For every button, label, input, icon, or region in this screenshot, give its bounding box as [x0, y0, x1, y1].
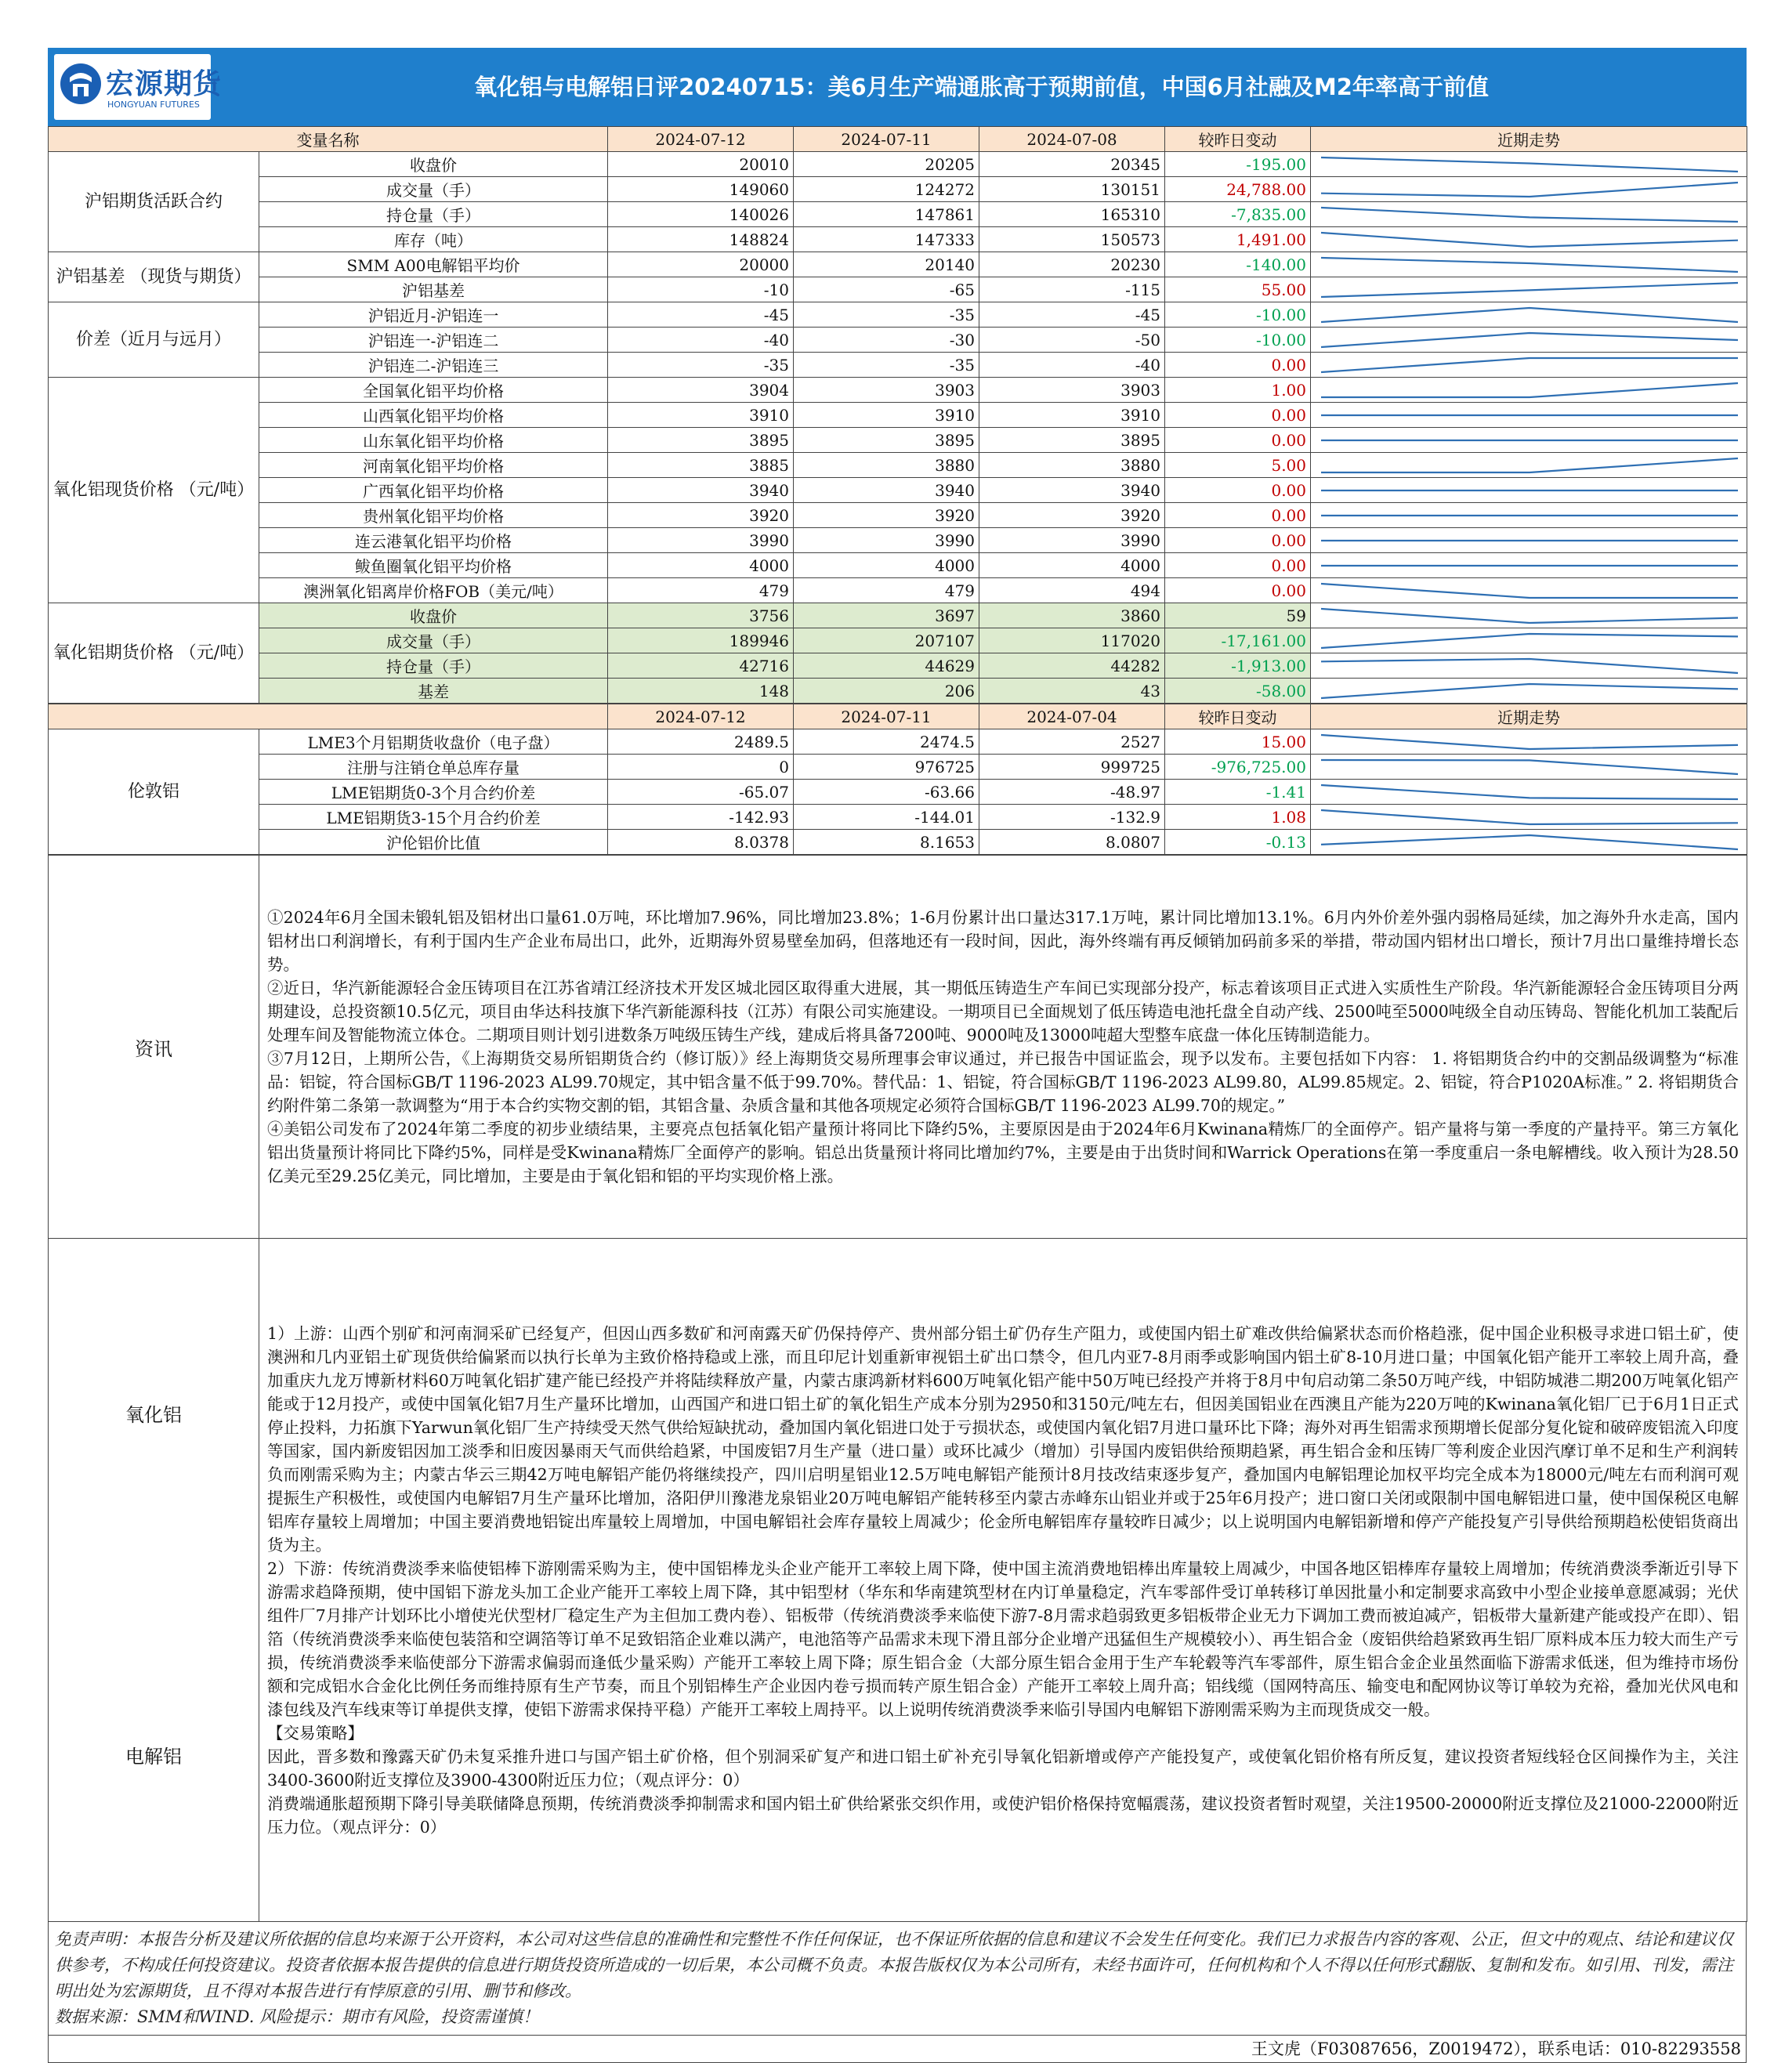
- value-d3: 165310: [979, 202, 1165, 227]
- header-date-2: 2024-07-11: [794, 704, 979, 729]
- aluminium-label: 电解铝: [125, 1746, 182, 1768]
- value-d1: 3940: [608, 478, 794, 503]
- sparkline-chart: [1315, 430, 1744, 451]
- logo-emblem-icon: [59, 62, 103, 106]
- value-d1: -142.93: [608, 805, 794, 830]
- change-value: 0.00: [1165, 528, 1311, 553]
- sparkline-chart: [1315, 832, 1744, 852]
- header-date-1: 2024-07-12: [608, 704, 794, 729]
- value-d2: 976725: [794, 755, 979, 780]
- value-d2: -65: [794, 277, 979, 302]
- news-paragraph: ②近日，华汽新能源轻合金压铸项目在江苏省靖江经济技术开发区城北园区取得重大进展，其一期低压铸造生产车间已实现部分投产，标志着该项目正式进入实质性生产阶段。华汽新能源轻合金压铸项目分两期建设，总投资额10.5亿元，项目由华达科技旗下华汽新能源科技（江苏）有限公司实施建设。一期项目已全面规划了低压铸造电池托盘全自动产线、2500吨至5000吨级全自动压铸岛、智能化机加工装配后处理车间及智能物流立体仓。二期项目则计划引进数条万吨级压铸生产线，建成后将具备7200吨、9000吨及13000吨超大型整车底盘一体化压铸制造能力。: [267, 979, 1739, 1044]
- metric-name: 基差: [259, 679, 608, 704]
- value-d2: 3990: [794, 528, 979, 553]
- group-label: 氧化铝期货价格 （元/吨）: [49, 603, 259, 704]
- sparkline-chart: [1315, 455, 1744, 476]
- sparkline-path: [1321, 609, 1738, 623]
- value-d1: 148824: [608, 227, 794, 252]
- sparkline-path: [1321, 835, 1738, 849]
- value-d1: 479: [608, 578, 794, 603]
- value-d3: 3940: [979, 478, 1165, 503]
- table-row: [49, 805, 1747, 830]
- change-value: 59: [1165, 603, 1311, 628]
- table-row: [49, 453, 1747, 478]
- table-header-row: [49, 127, 1747, 152]
- sparkline-chart: [1315, 179, 1744, 200]
- value-d2: -35: [794, 353, 979, 378]
- trend-sparkline: [1311, 780, 1747, 805]
- trend-sparkline: [1311, 353, 1747, 378]
- value-d3: 4000: [979, 553, 1165, 578]
- value-d3: 20230: [979, 252, 1165, 277]
- trend-sparkline: [1311, 578, 1747, 603]
- sparkline-path: [1321, 659, 1738, 673]
- lme-data-table: [48, 704, 1747, 855]
- value-d2: 3903: [794, 378, 979, 403]
- trend-sparkline: [1311, 428, 1747, 453]
- value-d1: 42716: [608, 653, 794, 679]
- table-row: [49, 403, 1747, 428]
- value-d2: -63.66: [794, 780, 979, 805]
- value-d2: 3910: [794, 403, 979, 428]
- table-row: [49, 503, 1747, 528]
- sparkline-chart: [1315, 581, 1744, 601]
- analyst-contact: 王文虎（F03087656，Z0019472），联系电话：010-82293558: [48, 2036, 1747, 2063]
- value-d1: -10: [608, 277, 794, 302]
- sparkline-chart: [1315, 757, 1744, 777]
- value-d2: 3920: [794, 503, 979, 528]
- value-d3: -40: [979, 353, 1165, 378]
- value-d2: 3697: [794, 603, 979, 628]
- value-d3: 3920: [979, 503, 1165, 528]
- alumina-label: 氧化铝: [49, 1239, 259, 1592]
- value-d3: -45: [979, 302, 1165, 328]
- metric-name: 成交量（手）: [259, 628, 608, 653]
- change-value: 5.00: [1165, 453, 1311, 478]
- sparkline-chart: [1315, 405, 1744, 425]
- trend-sparkline: [1311, 328, 1747, 353]
- logo-text-cn: 宏源期货: [106, 68, 223, 100]
- change-value: 0.00: [1165, 578, 1311, 603]
- value-d1: -40: [608, 328, 794, 353]
- group-label: 伦敦铝: [49, 729, 259, 855]
- metric-name: 收盘价: [259, 152, 608, 177]
- value-d3: 117020: [979, 628, 1165, 653]
- value-d3: 44282: [979, 653, 1165, 679]
- value-d3: -132.9: [979, 805, 1165, 830]
- upstream-paragraph: 1）上游：山西个别矿和河南洞采矿已经复产，但因山西多数矿和河南露天矿仍保持停产、贵州部分铝土矿仍存生产阻力，或使国内铝土矿难改供给偏紧状态而价格趋涨，促中国企业积极寻求进口铝土矿，使澳洲和几内亚铝土矿现货供给偏紧而以执行长单为主致价格持稳或上涨，而且印尼计划重新审视铝土矿出口禁令，但几内亚7-8月雨季或影响国内铝土矿8-10月进口量；中国氧化铝产能开工率较上周升高，叠加重庆九龙万博新材料60万吨氧化铝扩建产能已经投产并将陆续释放产量，内蒙古康鸿新材料600万吨氧化铝产能中50万吨已经投产并将于8月中旬启动第二条50万吨产线，中铝防城港二期200万吨氧化铝产能或于12月投产，或使中国氧化铝7月生产量环比增加，山西国产和进口铝土矿的氧化铝生产成本分别为2950和3150元/吨左右，但因美国铝业在西澳且产能为220万吨的Kwinana氧化铝厂已于6月1日正式停止投料，力拓旗下Yarwun氧化铝厂生产持续受天然气供给短缺扰动，叠加国内氧化铝进口处于亏损状态，或使国内氧化铝7月进口量环比下降；海外对再生铝需求预期增长促部分复化锭和破碎废铝流入印度等国家，国内新废铝因加工淡季和旧废因暴雨天气而供给趋紧，中国废铝7月生产量（进口量）或环比减少（增加）引导国内废铝供给预期趋紧，再生铝合金和压铸厂等利废企业因汽摩订单不足和生产利润转负而刚需采购为主；内蒙古华云三期42万吨电解铝产能仍将继续投产，四川启明星铝业12.5万吨电解铝产能预计8月技改结束逐步复产，叠加国内电解铝理论加权平均完全成本为18000元/吨左右而利润可观提振生产积极性，或使国内电解铝7月生产量环比增加，洛阳伊川豫港龙泉铝业20万吨电解铝产能转移至内蒙古赤峰东山铝业并或于25年6月投产；进口窗口关闭或限制中国电解铝进口量，使中国保税区电解铝库存量较上周增加；中国主要消费地铝锭出库量较上周增加，中国电解铝社会库存量较上周减少；伦金所电解铝库存量较昨日减少；以上说明国内电解铝新增和停产产能投复产引导供给预期趋松使铝货商出货为主。: [267, 1323, 1739, 1554]
- change-value: -195.00: [1165, 152, 1311, 177]
- sparkline-chart: [1315, 480, 1744, 501]
- value-d2: 147333: [794, 227, 979, 252]
- value-d3: 43: [979, 679, 1165, 704]
- change-value: 0.00: [1165, 403, 1311, 428]
- value-d3: 130151: [979, 177, 1165, 202]
- header-date-3: 2024-07-08: [979, 127, 1165, 152]
- value-d3: 494: [979, 578, 1165, 603]
- header-trend: 近期走势: [1311, 704, 1747, 729]
- sparkline-path: [1321, 584, 1738, 598]
- value-d1: -65.07: [608, 780, 794, 805]
- table-row: [49, 603, 1747, 628]
- value-d1: -45: [608, 302, 794, 328]
- change-value: 1.08: [1165, 805, 1311, 830]
- value-d1: 3990: [608, 528, 794, 553]
- value-d1: 3756: [608, 603, 794, 628]
- metric-name: 山西氧化铝平均价格: [259, 403, 608, 428]
- value-d2: -30: [794, 328, 979, 353]
- header-name: 变量名称: [49, 127, 608, 152]
- table-row: [49, 653, 1747, 679]
- table-row: [49, 780, 1747, 805]
- value-d2: 147861: [794, 202, 979, 227]
- trend-sparkline: [1311, 252, 1747, 277]
- group-label: 氧化铝现货价格 （元/吨）: [49, 378, 259, 603]
- trend-sparkline: [1311, 553, 1747, 578]
- report-title: 氧化铝与电解铝日评20240715：美6月生产端通胀高于预期前值，中国6月社融及M2年率高于前值: [474, 74, 1489, 100]
- metric-name: 库存（吨）: [259, 227, 608, 252]
- metric-name: 收盘价: [259, 603, 608, 628]
- value-d1: 3904: [608, 378, 794, 403]
- sparkline-chart: [1315, 732, 1744, 752]
- header-trend: 近期走势: [1311, 127, 1747, 152]
- value-d3: 999725: [979, 755, 1165, 780]
- metric-name: 持仓量（手）: [259, 202, 608, 227]
- table-row: [49, 478, 1747, 503]
- change-value: -1.41: [1165, 780, 1311, 805]
- table-row: [49, 830, 1747, 855]
- metric-name: 山东氧化铝平均价格: [259, 428, 608, 453]
- trend-sparkline: [1311, 805, 1747, 830]
- metric-name: 沪铝连一-沪铝连二: [259, 328, 608, 353]
- value-d1: 3920: [608, 503, 794, 528]
- value-d2: 3940: [794, 478, 979, 503]
- data-source-text: 数据来源：SMM和WIND. 风险提示：期市有风险，投资需谨慎！: [55, 2007, 540, 2026]
- commentary-table: [48, 855, 1747, 1922]
- header-date-1: 2024-07-12: [608, 127, 794, 152]
- table-row: [49, 353, 1747, 378]
- value-d2: 20140: [794, 252, 979, 277]
- change-value: 1,491.00: [1165, 227, 1311, 252]
- change-value: -10.00: [1165, 302, 1311, 328]
- trend-sparkline: [1311, 152, 1747, 177]
- trend-sparkline: [1311, 403, 1747, 428]
- trend-sparkline: [1311, 478, 1747, 503]
- trend-sparkline: [1311, 453, 1747, 478]
- trend-sparkline: [1311, 628, 1747, 653]
- metric-name: 沪铝基差: [259, 277, 608, 302]
- sparkline-chart: [1315, 681, 1744, 701]
- change-value: 0.00: [1165, 503, 1311, 528]
- trend-sparkline: [1311, 830, 1747, 855]
- table-row: [49, 277, 1747, 302]
- sparkline-path: [1321, 308, 1738, 322]
- sparkline-path: [1321, 157, 1738, 172]
- sparkline-chart: [1315, 204, 1744, 225]
- change-value: 15.00: [1165, 729, 1311, 755]
- value-d3: 3910: [979, 403, 1165, 428]
- value-d1: 0: [608, 755, 794, 780]
- group-label: 沪铝期货活跃合约: [49, 152, 259, 252]
- sparkline-path: [1321, 183, 1738, 197]
- sparkline-path: [1321, 283, 1738, 297]
- sparkline-chart: [1315, 656, 1744, 676]
- value-d2: 124272: [794, 177, 979, 202]
- change-value: 0.00: [1165, 553, 1311, 578]
- trend-sparkline: [1311, 729, 1747, 755]
- table-row: [49, 729, 1747, 755]
- change-value: 55.00: [1165, 277, 1311, 302]
- header-date-3: 2024-07-04: [979, 704, 1165, 729]
- value-d3: -115: [979, 277, 1165, 302]
- news-paragraph: ④美铝公司发布了2024年第二季度的初步业绩结果，主要亮点包括氧化铝产量预计将同比下降约5%，主要原因是由于2024年6月Kwinana精炼厂的全面停产。铝产量将与第一季度的产量持平。第三方氧化铝出货量预计将同比下降约5%，同样是受Kwinana精炼厂全面停产的影响。铝总出货量预计将同比增加约7%，主要是由于出货时间和Warrick Operations在第一季度重启一条电解槽线。收入预计为28.50亿美元至29.25亿美元，同比增加，主要是由于氧化铝和铝的平均实现价格上涨。: [267, 1120, 1739, 1185]
- metric-name: 鲅鱼圈氧化铝平均价格: [259, 553, 608, 578]
- sparkline-path: [1321, 735, 1738, 749]
- metric-name: 注册与注销仓单总库存量: [259, 755, 608, 780]
- table-row: [49, 252, 1747, 277]
- news-body: [259, 856, 1747, 1239]
- trend-sparkline: [1311, 378, 1747, 403]
- metric-name: 成交量（手）: [259, 177, 608, 202]
- change-value: -7,835.00: [1165, 202, 1311, 227]
- sparkline-chart: [1315, 330, 1744, 350]
- value-d1: 189946: [608, 628, 794, 653]
- table-row: [49, 177, 1747, 202]
- trend-sparkline: [1311, 755, 1747, 780]
- value-d1: 140026: [608, 202, 794, 227]
- change-value: -58.00: [1165, 679, 1311, 704]
- disclaimer-text: 免责声明：本报告分析及建议所依据的信息均来源于公开资料，本公司对这些信息的准确性和完整性不作任何保证，也不保证所依据的信息和建议不会发生任何变化。我们已力求报告内容的客观、公正，但文中的观点、结论和建议仅供参考，不构成任何投资建议。投资者依据本报告提供的信息进行期货投资所造成的一切后果，本公司概不负责。本报告版权仅为本公司所有，未经书面许可，任何机构和个人不得以任何形式翻版、复制和发布。如引用、刊发，需注明出处为宏源期货，且不得对本报告进行有悖原意的引用、删节和修改。: [55, 1930, 1733, 2000]
- strategy-heading: 【交易策略】: [267, 1723, 364, 1743]
- metric-name: LME铝期货0-3个月合约价差: [259, 780, 608, 805]
- sparkline-path: [1321, 458, 1738, 472]
- news-paragraph: ③7月12日，上期所公告，《上海期货交易所铝期货合约（修订版）》经上海期货交易所理事会审议通过，并已报告中国证监会，现予以发布。主要包括如下内容： 1. 将铝期货合约中的交割品级调整为“标准品：铝锭，符合国标GB/T 1196-2023 AL99.70规定，其中铝含量不低于99.70%。替代品：1、铝锭，符合国标GB/T 1196-2023 AL99.80，AL99.85规定。2、铝锭，符合P1020A标准。” 2. 将铝期货合约附件第二条第一款调整为“用于本合约实物交割的铝，其铝含量、杂质含量和其他各项规定必须符合国标GB/T 1196-2023 AL99.70的规定。”: [267, 1049, 1739, 1115]
- value-d1: 3885: [608, 453, 794, 478]
- sparkline-chart: [1315, 505, 1744, 526]
- sparkline-path: [1321, 785, 1738, 799]
- table-row: [49, 528, 1747, 553]
- table-row: [49, 428, 1747, 453]
- metric-name: 沪伦铝价比值: [259, 830, 608, 855]
- sparkline-chart: [1315, 230, 1744, 250]
- header-name: [49, 704, 608, 729]
- news-row: [49, 856, 1747, 1239]
- sparkline-path: [1321, 258, 1738, 272]
- value-d2: -35: [794, 302, 979, 328]
- value-d2: 206: [794, 679, 979, 704]
- change-value: -976,725.00: [1165, 755, 1311, 780]
- change-value: -1,913.00: [1165, 653, 1311, 679]
- metric-name: 河南氧化铝平均价格: [259, 453, 608, 478]
- trend-sparkline: [1311, 227, 1747, 252]
- metric-name: 澳洲氧化铝离岸价格FOB（美元/吨）: [259, 578, 608, 603]
- trend-sparkline: [1311, 679, 1747, 704]
- change-value: -17,161.00: [1165, 628, 1311, 653]
- metric-name: 沪铝近月-沪铝连一: [259, 302, 608, 328]
- value-d2: 3895: [794, 428, 979, 453]
- sparkline-chart: [1315, 807, 1744, 827]
- value-d1: 149060: [608, 177, 794, 202]
- table-row: [49, 553, 1747, 578]
- header-change: 较昨日变动: [1165, 127, 1311, 152]
- value-d3: 8.0807: [979, 830, 1165, 855]
- metric-name: 广西氧化铝平均价格: [259, 478, 608, 503]
- alumina-strategy: 因此，晋多数和豫露天矿仍未复采推升进口与国产铝土矿价格，但个别洞采矿复产和进口铝土矿补充引导氧化铝新增或停产产能投复产，或使氧化铝价格有所反复，建议投资者短线轻仓区间操作为主，关注3400-3600附近支撑位及3900-4300附近压力位；（观点评分：0）: [267, 1746, 1739, 1790]
- metric-name: 沪铝连二-沪铝连三: [259, 353, 608, 378]
- value-d2: 20205: [794, 152, 979, 177]
- logo-text-en: HONGYUAN FUTURES: [107, 100, 200, 110]
- sparkline-chart: [1315, 154, 1744, 175]
- header-change: 较昨日变动: [1165, 704, 1311, 729]
- sparkline-chart: [1315, 606, 1744, 626]
- sparkline-chart: [1315, 380, 1744, 400]
- value-d3: 2527: [979, 729, 1165, 755]
- sparkline-chart: [1315, 631, 1744, 651]
- value-d3: 150573: [979, 227, 1165, 252]
- trend-sparkline: [1311, 302, 1747, 328]
- table-row: [49, 227, 1747, 252]
- trend-sparkline: [1311, 528, 1747, 553]
- sparkline-chart: [1315, 355, 1744, 375]
- sparkline-chart: [1315, 556, 1744, 576]
- value-d2: -144.01: [794, 805, 979, 830]
- report-sheet: [48, 48, 1747, 2063]
- value-d2: 44629: [794, 653, 979, 679]
- analysis-row: [49, 1239, 1747, 1922]
- value-d3: 3990: [979, 528, 1165, 553]
- metric-name: 持仓量（手）: [259, 653, 608, 679]
- sparkline-chart: [1315, 530, 1744, 551]
- trend-sparkline: [1311, 603, 1747, 628]
- sparkline-path: [1321, 634, 1738, 648]
- trend-sparkline: [1311, 277, 1747, 302]
- table-row: [49, 202, 1747, 227]
- sparkline-chart: [1315, 280, 1744, 300]
- metric-name: 贵州氧化铝平均价格: [259, 503, 608, 528]
- metric-name: 全国氧化铝平均价格: [259, 378, 608, 403]
- news-label: 资讯: [49, 856, 259, 1239]
- value-d3: 3903: [979, 378, 1165, 403]
- sparkline-path: [1321, 810, 1738, 824]
- domestic-data-table: [48, 126, 1747, 704]
- value-d1: 4000: [608, 553, 794, 578]
- downstream-paragraph: 2）下游：传统消费淡季来临使铝棒下游刚需采购为主，使中国铝棒龙头企业产能开工率较上周下降，使中国主流消费地铝棒出库量较上周减少，中国各地区铝棒库存量较上周增加；传统消费淡季渐近引导下游需求趋降预期，使中国铝下游龙头加工企业产能开工率较上周下降，其中铝型材（华东和华南建筑型材在内订单量稳定，汽车零部件受订单转移订单因批量小和定制要求高致中小型企业接单意愿减弱；光伏组件厂7月排产计划环比小增使光伏型材厂稳定生产为主但加工费内卷）、铝板带（传统消费淡季来临使下游7-8月需求趋弱致更多铝板带企业无力下调加工费而被迫减产，铝板带大量新建产能或投产在即）、铝箔（传统消费淡季来临使包装箔和空调箔等订单不足致铝箔企业难以满产，电池箔等产品需求未现下滑且部分企业增产迅猛但生产规模较小）、再生铝合金（废铝供给趋紧致再生铝厂原料成本压力较大而生产亏损，传统消费淡季来临使部分下游需求偏弱而逢低少量采购）产能开工率较上周下降；原生铝合金（大部分原生铝合金用于生产车轮毂等汽车零部件，原生铝合金企业虽然面临下游需求低迷，但为维持市场份额和完成铝水合金化比例任务而维持原有生产节奏，而且个别铝棒生产企业因内卷亏损而转产原生铝合金）产能开工率较上周升高；铝线缆（国网特高压、输变电和配网协议等订单较为充裕，叠加光伏风电和漆包线及汽车线束等订单提供支撑，使铝下游需求保持平稳）产能开工率较上周持平。以上说明传统消费淡季来临引导国内电解铝下游刚需采购为主而现货成交一般。: [267, 1558, 1739, 1719]
- table-row: [49, 755, 1747, 780]
- sparkline-chart: [1315, 305, 1744, 325]
- value-d2: 479: [794, 578, 979, 603]
- disclaimer: [48, 1922, 1747, 2036]
- value-d3: 3880: [979, 453, 1165, 478]
- value-d1: 3895: [608, 428, 794, 453]
- table-row: [49, 152, 1747, 177]
- report-header: [48, 48, 1747, 126]
- change-value: 0.00: [1165, 353, 1311, 378]
- metric-name: LME铝期货3-15个月合约价差: [259, 805, 608, 830]
- change-value: 24,788.00: [1165, 177, 1311, 202]
- aluminium-strategy: 消费端通胀超预期下降引导美联储降息预期，传统消费淡季抑制需求和国内铝土矿供给紧张交织作用，或使沪铝价格保持宽幅震荡，建议投资者暂时观望，关注19500-20000附近支撑位及21000-22000附近压力位。（观点评分：0）: [267, 1793, 1739, 1837]
- analysis-labels: [49, 1239, 259, 1922]
- value-d2: 2474.5: [794, 729, 979, 755]
- table-row: [49, 302, 1747, 328]
- sparkline-path: [1321, 208, 1738, 222]
- metric-name: 连云港氧化铝平均价格: [259, 528, 608, 553]
- change-value: -140.00: [1165, 252, 1311, 277]
- value-d3: 3860: [979, 603, 1165, 628]
- value-d1: 148: [608, 679, 794, 704]
- trend-sparkline: [1311, 177, 1747, 202]
- value-d3: 20345: [979, 152, 1165, 177]
- trend-sparkline: [1311, 503, 1747, 528]
- table-row: [49, 679, 1747, 704]
- sparkline-path: [1321, 684, 1738, 698]
- value-d3: -50: [979, 328, 1165, 353]
- value-d2: 3880: [794, 453, 979, 478]
- table-row: [49, 378, 1747, 403]
- sparkline-chart: [1315, 782, 1744, 802]
- group-label: 价差（近月与远月）: [49, 302, 259, 378]
- header-date-2: 2024-07-11: [794, 127, 979, 152]
- table-header-row: [49, 704, 1747, 729]
- value-d2: 207107: [794, 628, 979, 653]
- sparkline-path: [1321, 358, 1738, 372]
- table-row: [49, 578, 1747, 603]
- value-d1: 20000: [608, 252, 794, 277]
- change-value: 1.00: [1165, 378, 1311, 403]
- analysis-body: [259, 1239, 1747, 1922]
- value-d1: 20010: [608, 152, 794, 177]
- news-paragraph: ①2024年6月全国未锻轧铝及铝材出口量61.0万吨，环比增加7.96%，同比增加23.8%；1-6月份累计出口量达317.1万吨，累计同比增加13.1%。6月内外价差外强内弱格局延续，加之海外升水走高，国内铝材出口利润增长，有利于国内生产企业布局出口，此外，近期海外贸易壁垒加码，但落地还有一段时间，因此，海外终端有再反倾销加码前多采的举措，带动国内铝材出口增长，预计7月出口量维持增长态势。: [267, 908, 1739, 974]
- value-d2: 4000: [794, 553, 979, 578]
- table-row: [49, 328, 1747, 353]
- change-value: -0.13: [1165, 830, 1311, 855]
- sparkline-path: [1321, 333, 1738, 347]
- value-d1: -35: [608, 353, 794, 378]
- value-d1: 3910: [608, 403, 794, 428]
- sparkline-path: [1321, 233, 1738, 247]
- sparkline-path: [1321, 383, 1738, 397]
- value-d3: 3895: [979, 428, 1165, 453]
- value-d1: 8.0378: [608, 830, 794, 855]
- metric-name: SMM A00电解铝平均价: [259, 252, 608, 277]
- metric-name: LME3个月铝期货收盘价（电子盘）: [259, 729, 608, 755]
- trend-sparkline: [1311, 202, 1747, 227]
- change-value: 0.00: [1165, 428, 1311, 453]
- value-d2: 8.1653: [794, 830, 979, 855]
- table-row: [49, 628, 1747, 653]
- change-value: 0.00: [1165, 478, 1311, 503]
- company-logo: [54, 54, 223, 120]
- value-d1: 2489.5: [608, 729, 794, 755]
- sparkline-chart: [1315, 255, 1744, 275]
- group-label: 沪铝基差 （现货与期货）: [49, 252, 259, 302]
- change-value: -10.00: [1165, 328, 1311, 353]
- sparkline-path: [1321, 760, 1738, 774]
- trend-sparkline: [1311, 653, 1747, 679]
- value-d3: -48.97: [979, 780, 1165, 805]
